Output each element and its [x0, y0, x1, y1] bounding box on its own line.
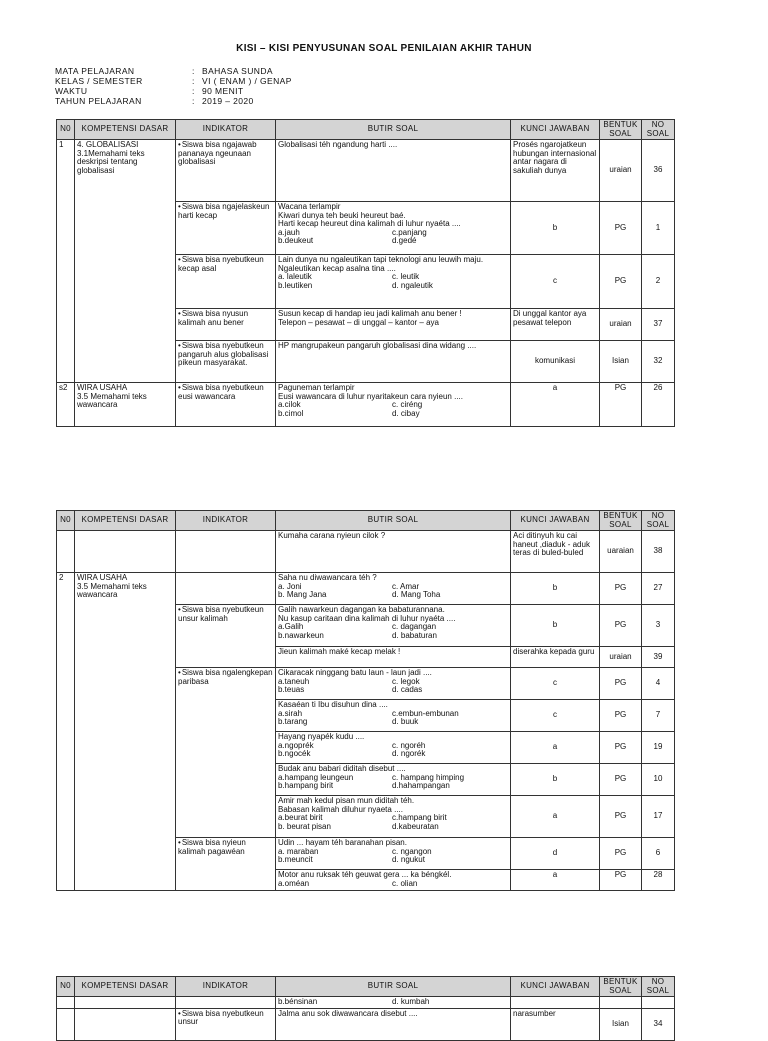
kunci-jawaban: komunikasi — [511, 341, 600, 383]
table-row — [57, 573, 675, 605]
no-soal: 4 — [642, 668, 675, 700]
butir-soal: Saha nu diwawancara téh ? a. Joni c. Amar b. Mang Jana d. Mang Toha — [276, 573, 511, 605]
header-bentuk: BENTUK SOAL — [600, 120, 642, 140]
butir-soal: Paguneman terlampir Eusi wawancara di luhur nyaritakeun cara nyieun .... a.cilok c. ciréng b.cimol d. cibay — [276, 383, 511, 427]
bentuk-soal: Isian — [600, 341, 642, 383]
kisi-table-1 — [56, 119, 675, 427]
kunci-jawaban: c — [511, 668, 600, 700]
no-soal: 6 — [642, 838, 675, 870]
header-bentuk: BENTUK SOAL — [600, 511, 642, 531]
header-bentuk: BENTUK SOAL — [600, 977, 642, 997]
butir-soal: Galih nawarkeun dagangan ka babaturannana. Nu kasup caritaan dina kalimah di luhur nyaéta .... a.Galih c. dagangan b.nawarkeun d. babaturan — [276, 605, 511, 647]
bentuk-soal: PG — [600, 255, 642, 309]
no-soal: 34 — [642, 1008, 675, 1040]
kunci-jawaban: diserahka kepada guru — [511, 647, 600, 668]
butir-soal: Udin ... hayam téh baranahan pisan. a. maraban c. ngangon b.meuncit d. ngukut — [276, 838, 511, 870]
indikator: • Siswa bisa nyusun kalimah anu bener — [176, 309, 276, 341]
kisi-table-3 — [56, 976, 675, 1041]
header-kd: KOMPETENSI DASAR — [75, 120, 176, 140]
table-row — [57, 1008, 675, 1040]
no-soal: 28 — [642, 870, 675, 891]
kunci-jawaban: a — [511, 383, 600, 427]
butir-soal: Globalisasi téh ngandung harti .... — [276, 140, 511, 202]
indikator: • Siswa bisa ngajawab pananaya ngeunaan globalisasi — [176, 140, 276, 202]
header-kunci: KUNCI JAWABAN — [511, 120, 600, 140]
header-kunci: KUNCI JAWABAN — [511, 511, 600, 531]
butir-soal: Hayang nyapék kudu .... a.ngoprék c. ngoréh b.ngocék d. ngorék — [276, 732, 511, 764]
header-indikator: INDIKATOR — [176, 120, 276, 140]
butir-soal: b.bénsinan d. kumbah — [276, 997, 511, 1009]
row-number: 1 — [57, 140, 75, 383]
no-soal: 10 — [642, 764, 675, 796]
bentuk-soal: PG — [600, 870, 642, 891]
kunci-jawaban: d — [511, 838, 600, 870]
butir-soal: Cikaracak ninggang batu laun - laun jadi .... a.taneuh c. legok b.teuas d. cadas — [276, 668, 511, 700]
bentuk-soal: PG — [600, 605, 642, 647]
header-butir-soal: BUTIR SOAL — [276, 120, 511, 140]
kisi-table-2 — [56, 510, 675, 891]
butir-soal: HP mangrupakeun pangaruh globalisasi dina widang .... — [276, 341, 511, 383]
indikator: • Siswa bisa nyieun kalimah pagawéan — [176, 838, 276, 891]
header-no-soal: NO SOAL — [642, 511, 675, 531]
no-soal: 7 — [642, 700, 675, 732]
kunci-jawaban: b — [511, 202, 600, 255]
no-soal: 37 — [642, 309, 675, 341]
indikator: • Siswa bisa nyebutkeun eusi wawancara — [176, 383, 276, 427]
bentuk-soal: PG — [600, 668, 642, 700]
kunci-jawaban: a — [511, 732, 600, 764]
document-meta — [55, 66, 292, 106]
indikator: • Siswa bisa ngajelaskeun harti kecap — [176, 202, 276, 255]
butir-soal: Kumaha carana nyieun cilok ? — [276, 531, 511, 573]
page-title: KISI – KISI PENYUSUNAN SOAL PENILAIAN AKHIR TAHUN — [236, 43, 532, 54]
kunci-jawaban: b — [511, 573, 600, 605]
header-kunci: KUNCI JAWABAN — [511, 977, 600, 997]
butir-soal: Wacana terlampir Kiwari dunya teh beuki heureut baé. Harti kecap heureut dina kalimah di luhur nyaéta .... a.jauh c.panjang b.deukeut d.gedé — [276, 202, 511, 255]
kunci-jawaban: narasumber — [511, 1008, 600, 1040]
butir-soal: Motor anu ruksak téh geuwat gera ... ka béngkél. a.oméan c. olian — [276, 870, 511, 891]
header-no-soal: NO SOAL — [642, 977, 675, 997]
table-row — [57, 383, 675, 427]
bentuk-soal: PG — [600, 838, 642, 870]
bentuk-soal: uraian — [600, 647, 642, 668]
no-soal: 19 — [642, 732, 675, 764]
row-number: 2 — [57, 573, 75, 891]
indikator: • Siswa bisa nyebutkeun unsur — [176, 1008, 276, 1040]
kunci-jawaban: c — [511, 700, 600, 732]
bentuk-soal: PG — [600, 700, 642, 732]
row-number: s2 — [57, 383, 75, 427]
bentuk-soal: uaraian — [600, 531, 642, 573]
kunci-jawaban: a — [511, 796, 600, 838]
butir-soal: Budak anu babari diditah disebut .... a.hampang leungeun c. hampang himping b.hampang birit d.hahampangan — [276, 764, 511, 796]
bentuk-soal: PG — [600, 732, 642, 764]
bentuk-soal: PG — [600, 796, 642, 838]
table-row — [57, 140, 675, 202]
bentuk-soal: uraian — [600, 140, 642, 202]
indikator: • Siswa bisa nyebutkeun kecap asal — [176, 255, 276, 309]
kunci-jawaban: Di unggal kantor aya pesawat telepon — [511, 309, 600, 341]
indikator: • Siswa bisa nyebutkeun unsur kalimah — [176, 605, 276, 668]
header-kd: KOMPETENSI DASAR — [75, 977, 176, 997]
kunci-jawaban: Prosés ngarojatkeun hubungan internasional antar nagara di sakuliah dunya — [511, 140, 600, 202]
butir-soal: Amir mah kedul pisan mun diditah téh. Babasan kalimah diluhur nyaeta .... a.beurat birit c.hampang birit b. beurat pisan d.kabeuratan — [276, 796, 511, 838]
no-soal: 27 — [642, 573, 675, 605]
no-soal: 32 — [642, 341, 675, 383]
no-soal: 3 — [642, 605, 675, 647]
kunci-jawaban: c — [511, 255, 600, 309]
butir-soal: Jalma anu sok diwawancara disebut .... — [276, 1008, 511, 1040]
meta-row-subject: MATA PELAJARAN : BAHASA SUNDA — [55, 66, 273, 76]
bentuk-soal: PG — [600, 573, 642, 605]
kunci-jawaban: b — [511, 605, 600, 647]
bentuk-soal: uraian — [600, 309, 642, 341]
bentuk-soal: PG — [600, 764, 642, 796]
butir-soal: Lain dunya nu ngaleutikan tapi teknologi anu leuwih maju. Ngaleutikan kecap asalna tina .... a. laleutik c. leutik b.leutiken d. ngaleutik — [276, 255, 511, 309]
no-soal: 17 — [642, 796, 675, 838]
no-soal: 38 — [642, 531, 675, 573]
meta-row-time: WAKTU : 90 MENIT — [55, 86, 244, 96]
table-row — [57, 997, 675, 1009]
kompetensi-dasar: WIRA USAHA 3.5 Memahami teks wawancara — [75, 573, 176, 891]
header-no: N0 — [57, 511, 75, 531]
butir-soal: Kasaéan ti Ibu disuhun dina .... a.sirah c.embun-embunan b.tarang d. buuk — [276, 700, 511, 732]
header-indikator: INDIKATOR — [176, 511, 276, 531]
no-soal: 36 — [642, 140, 675, 202]
kunci-jawaban: Aci ditinyuh ku cai haneut ,diaduk - aduk teras di buled-buled — [511, 531, 600, 573]
indikator: • Siswa bisa nyebutkeun pangaruh alus globalisasi pikeun masyarakat. — [176, 341, 276, 383]
butir-soal: Jieun kalimah maké kecap melak ! — [276, 647, 511, 668]
kompetensi-dasar: WIRA USAHA 3.5 Memahami teks wawancara — [75, 383, 176, 427]
no-soal: 39 — [642, 647, 675, 668]
kunci-jawaban: b — [511, 764, 600, 796]
table-row — [57, 531, 675, 573]
kunci-jawaban: a — [511, 870, 600, 891]
meta-row-year: TAHUN PELAJARAN : 2019 – 2020 — [55, 96, 254, 106]
no-soal: 26 — [642, 383, 675, 427]
meta-row-class: KELAS / SEMESTER : VI ( ENAM ) / GENAP — [55, 76, 292, 86]
table-header — [57, 120, 675, 140]
table-header — [57, 511, 675, 531]
no-soal: 2 — [642, 255, 675, 309]
header-butir-soal: BUTIR SOAL — [276, 511, 511, 531]
header-butir-soal: BUTIR SOAL — [276, 977, 511, 997]
header-indikator: INDIKATOR — [176, 977, 276, 997]
bentuk-soal: Isian — [600, 1008, 642, 1040]
header-no-soal: NO SOAL — [642, 120, 675, 140]
bentuk-soal: PG — [600, 202, 642, 255]
no-soal: 1 — [642, 202, 675, 255]
bentuk-soal: PG — [600, 383, 642, 427]
kompetensi-dasar: 4. GLOBALISASI 3.1Memahami teks deskripsi tentang globalisasi — [75, 140, 176, 383]
butir-soal: Susun kecap di handap ieu jadi kalimah anu bener ! Telepon – pesawat – di unggal – kantor – aya — [276, 309, 511, 341]
header-kd: KOMPETENSI DASAR — [75, 511, 176, 531]
indikator: • Siswa bisa ngalengkepan paribasa — [176, 668, 276, 838]
table-header — [57, 977, 675, 997]
header-no: N0 — [57, 977, 75, 997]
header-no: N0 — [57, 120, 75, 140]
